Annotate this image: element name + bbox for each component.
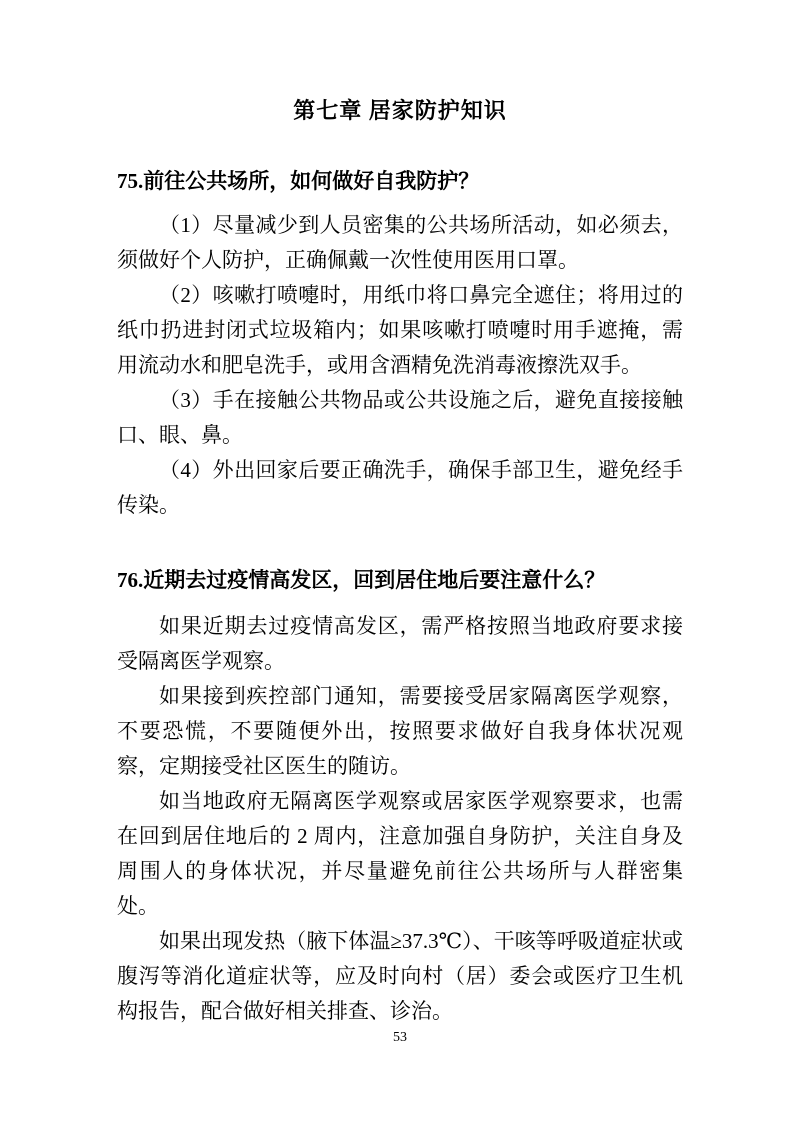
question-76-answer bbox=[117, 609, 683, 1029]
answer-76-paragraph-1: 如果近期去过疫情高发区，需严格按照当地政府要求接受隔离医学观察。 bbox=[117, 614, 683, 673]
answer-76-paragraph-2: 如果接到疾控部门通知，需要接受居家隔离医学观察，不要恐慌，不要随便外出，按照要求做好自我身体状况观察，定期接受社区医生的随访。 bbox=[117, 684, 683, 778]
answer-76-paragraph-3: 如当地政府无隔离医学观察或居家医学观察要求，也需在回到居住地后的 2 周内，注意加强自身防护，关注自身及周围人的身体状况，并尽量避免前往公共场所与人群密集处。 bbox=[117, 789, 683, 918]
answer-75-item-4: （4）外出回家后要正确洗手，确保手部卫生，避免经手传染。 bbox=[117, 458, 683, 517]
question-75-heading: 75.前往公共场所，如何做好自我防护？ bbox=[117, 169, 480, 193]
section-question-75 bbox=[117, 166, 683, 523]
page-number: 53 bbox=[393, 1030, 407, 1045]
chapter-title: 第七章 居家防护知识 bbox=[293, 98, 507, 123]
answer-75-item-1: （1）尽量减少到人员密集的公共场所活动，如必须去，须做好个人防护，正确佩戴一次性使用医用口罩。 bbox=[117, 213, 683, 272]
question-76-heading: 76.近期去过疫情高发区，回到居住地后要注意什么？ bbox=[117, 568, 606, 592]
answer-75-item-3: （3）手在接触公共物品或公共设施之后，避免直接接触口、眼、鼻。 bbox=[117, 388, 683, 447]
answer-75-item-2: （2）咳嗽打喷嚏时，用纸巾将口鼻完全遮住；将用过的纸巾扔进封闭式垃圾箱内；如果咳嗽打喷嚏时用手遮掩，需用流动水和肥皂洗手，或用含酒精免洗消毒液擦洗双手。 bbox=[117, 283, 683, 377]
section-question-76 bbox=[117, 565, 683, 1029]
question-75-answer bbox=[117, 208, 683, 523]
answer-76-paragraph-4: 如果出现发热（腋下体温≥37.3℃）、干咳等呼吸道症状或腹泻等消化道症状等，应及时向村（居）委会或医疗卫生机构报告，配合做好相关排查、诊治。 bbox=[117, 929, 683, 1023]
